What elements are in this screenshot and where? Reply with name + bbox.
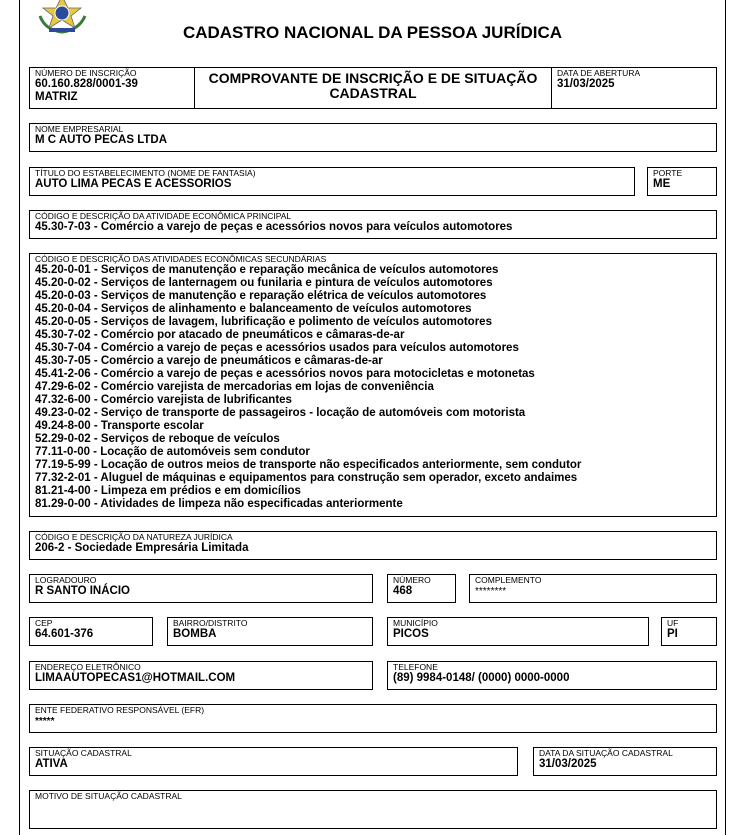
uf-label: UF: [667, 618, 679, 628]
uf-value: PI: [667, 628, 678, 640]
numero-value: 468: [393, 585, 413, 597]
inscricao-label: NÚMERO DE INSCRIÇÃO: [35, 68, 137, 78]
list-item: 45.20-0-03 - Serviços de manutenção e reparação elétrica de veículos automotores: [35, 290, 487, 302]
bairro-value: BOMBA: [173, 628, 217, 640]
atividade-principal-value: 45.30-7-03 - Comércio a varejo de peças e acessórios novos para veículos automotores: [35, 221, 513, 233]
complemento-value: ********: [475, 586, 507, 597]
atividade-principal-label: CÓDIGO E DESCRIÇÃO DA ATIVIDADE ECONÔMICA PRINCIPAL: [35, 211, 292, 221]
page-title: CADASTRO NACIONAL DA PESSOA JURÍDICA: [182, 23, 563, 42]
list-item: 45.41-2-06 - Comércio a varejo de peças e acessórios novos para motocicletas e motonetas: [35, 368, 535, 380]
list-item: 49.23-0-02 - Serviço de transporte de passageiros - locação de automóveis com motorista: [35, 407, 526, 419]
logradouro-value: R SANTO INÁCIO: [35, 585, 130, 597]
fantasia-box: [29, 167, 635, 196]
document-title-line1: COMPROVANTE DE INSCRIÇÃO E DE SITUAÇÃO: [208, 70, 538, 86]
efr-label: ENTE FEDERATIVO RESPONSÁVEL (EFR): [35, 705, 205, 715]
atividade-principal-box: [29, 210, 717, 239]
municipio-label: MUNICÍPIO: [393, 618, 438, 628]
document-title-box: [194, 67, 552, 109]
situacao-box: [29, 747, 518, 776]
natureza-label: CÓDIGO E DESCRIÇÃO DA NATUREZA JURÍDICA: [35, 532, 233, 542]
list-item: 77.11-0-00 - Locação de automóveis sem condutor: [35, 446, 310, 458]
porte-value: ME: [653, 178, 671, 190]
fantasia-label: TÍTULO DO ESTABELECIMENTO (NOME DE FANTASIA): [35, 168, 256, 178]
motivo-box: [29, 790, 717, 829]
inscricao-type: MATRIZ: [35, 91, 78, 103]
municipio-value: PICOS: [393, 628, 429, 640]
list-item: 77.32-2-01 - Aluguel de máquinas e equipamentos para construção sem operador, exceto andaimes: [35, 472, 578, 484]
porte-label: PORTE: [653, 168, 683, 178]
email-value: LIMAAUTOPECAS1@HOTMAIL.COM: [35, 672, 236, 684]
nome-empresarial-value: M C AUTO PECAS LTDA: [35, 134, 168, 146]
inscricao-box: [29, 67, 195, 109]
abertura-label: DATA DE ABERTURA: [557, 68, 641, 78]
list-item: 45.30-7-02 - Comércio por atacado de pneumáticos e câmaras-de-ar: [35, 329, 405, 341]
list-item: 49.24-8-00 - Transporte escolar: [35, 420, 204, 432]
telefone-label: TELEFONE: [393, 662, 438, 672]
telefone-value: (89) 9984-0148/ (0000) 0000-0000: [393, 672, 570, 684]
complemento-label: COMPLEMENTO: [475, 575, 542, 585]
complemento-box: [469, 574, 717, 603]
situacao-value: ATIVA: [35, 758, 68, 770]
email-box: [29, 661, 373, 690]
email-label: ENDEREÇO ELETRÔNICO: [35, 662, 141, 672]
numero-label: NÚMERO: [393, 575, 431, 585]
data-situacao-label: DATA DA SITUAÇÃO CADASTRAL: [539, 748, 673, 758]
efr-value: *****: [35, 716, 55, 727]
list-item: 81.29-0-00 - Atividades de limpeza não especificadas anteriormente: [35, 498, 403, 510]
uf-box: [661, 617, 717, 646]
nome-empresarial-label: NOME EMPRESARIAL: [35, 124, 124, 134]
data-situacao-value: 31/03/2025: [539, 758, 597, 770]
municipio-box: [387, 617, 649, 646]
fantasia-value: AUTO LIMA PECAS E ACESSORIOS: [35, 178, 232, 190]
list-item: 45.20-0-02 - Serviços de lanternagem ou funilaria e pintura de veículos automotores: [35, 277, 493, 289]
list-item: 52.29-0-02 - Serviços de reboque de veículos: [35, 433, 280, 445]
porte-box: [647, 167, 717, 196]
bairro-box: [167, 617, 373, 646]
list-item: 45.20-0-01 - Serviços de manutenção e reparação mecânica de veículos automotores: [35, 264, 499, 276]
situacao-label: SITUAÇÃO CADASTRAL: [35, 748, 132, 758]
logradouro-label: LOGRADOURO: [35, 575, 97, 585]
atividades-secundarias-label: CÓDIGO E DESCRIÇÃO DAS ATIVIDADES ECONÔMICAS SECUNDÁRIAS: [35, 254, 327, 264]
list-item: 45.20-0-05 - Serviços de lavagem, lubrificação e polimento de veículos automotores: [35, 316, 492, 328]
list-item: 45.20-0-04 - Serviços de alinhamento e balanceamento de veículos automotores: [35, 303, 472, 315]
list-item: 77.19-5-99 - Locação de outros meios de transporte não especificados anteriormente, sem condutor: [35, 459, 582, 471]
list-item: 45.30-7-05 - Comércio a varejo de pneumáticos e câmaras-de-ar: [35, 355, 383, 367]
data-situacao-box: [533, 747, 717, 776]
natureza-value: 206-2 - Sociedade Empresária Limitada: [35, 542, 249, 554]
nome-empresarial-box: [29, 123, 717, 152]
list-item: 81.21-4-00 - Limpeza em prédios e em domicílios: [35, 485, 301, 497]
list-item: 45.30-7-04 - Comércio a varejo de peças e acessórios usados para veículos automotores: [35, 342, 519, 354]
cep-value: 64.601-376: [35, 628, 94, 640]
natureza-box: [29, 531, 717, 560]
inscricao-value: 60.160.828/0001-39: [35, 78, 138, 90]
document-title-line2: CADASTRAL: [329, 85, 417, 101]
telefone-box: [387, 661, 717, 690]
abertura-value: 31/03/2025: [557, 78, 615, 90]
efr-box: [29, 704, 717, 733]
numero-box: [387, 574, 456, 603]
cep-label: CEP: [35, 618, 53, 628]
cep-box: [29, 617, 153, 646]
list-item: 47.29-6-02 - Comércio varejista de mercadorias em lojas de conveniência: [35, 381, 434, 393]
atividades-secundarias-box: [29, 253, 717, 517]
logradouro-box: [29, 574, 373, 603]
motivo-label: MOTIVO DE SITUAÇÃO CADASTRAL: [35, 791, 182, 801]
abertura-box: [551, 67, 717, 109]
bairro-label: BAIRRO/DISTRITO: [173, 618, 248, 628]
list-item: 47.32-6-00 - Comércio varejista de lubrificantes: [35, 394, 292, 406]
